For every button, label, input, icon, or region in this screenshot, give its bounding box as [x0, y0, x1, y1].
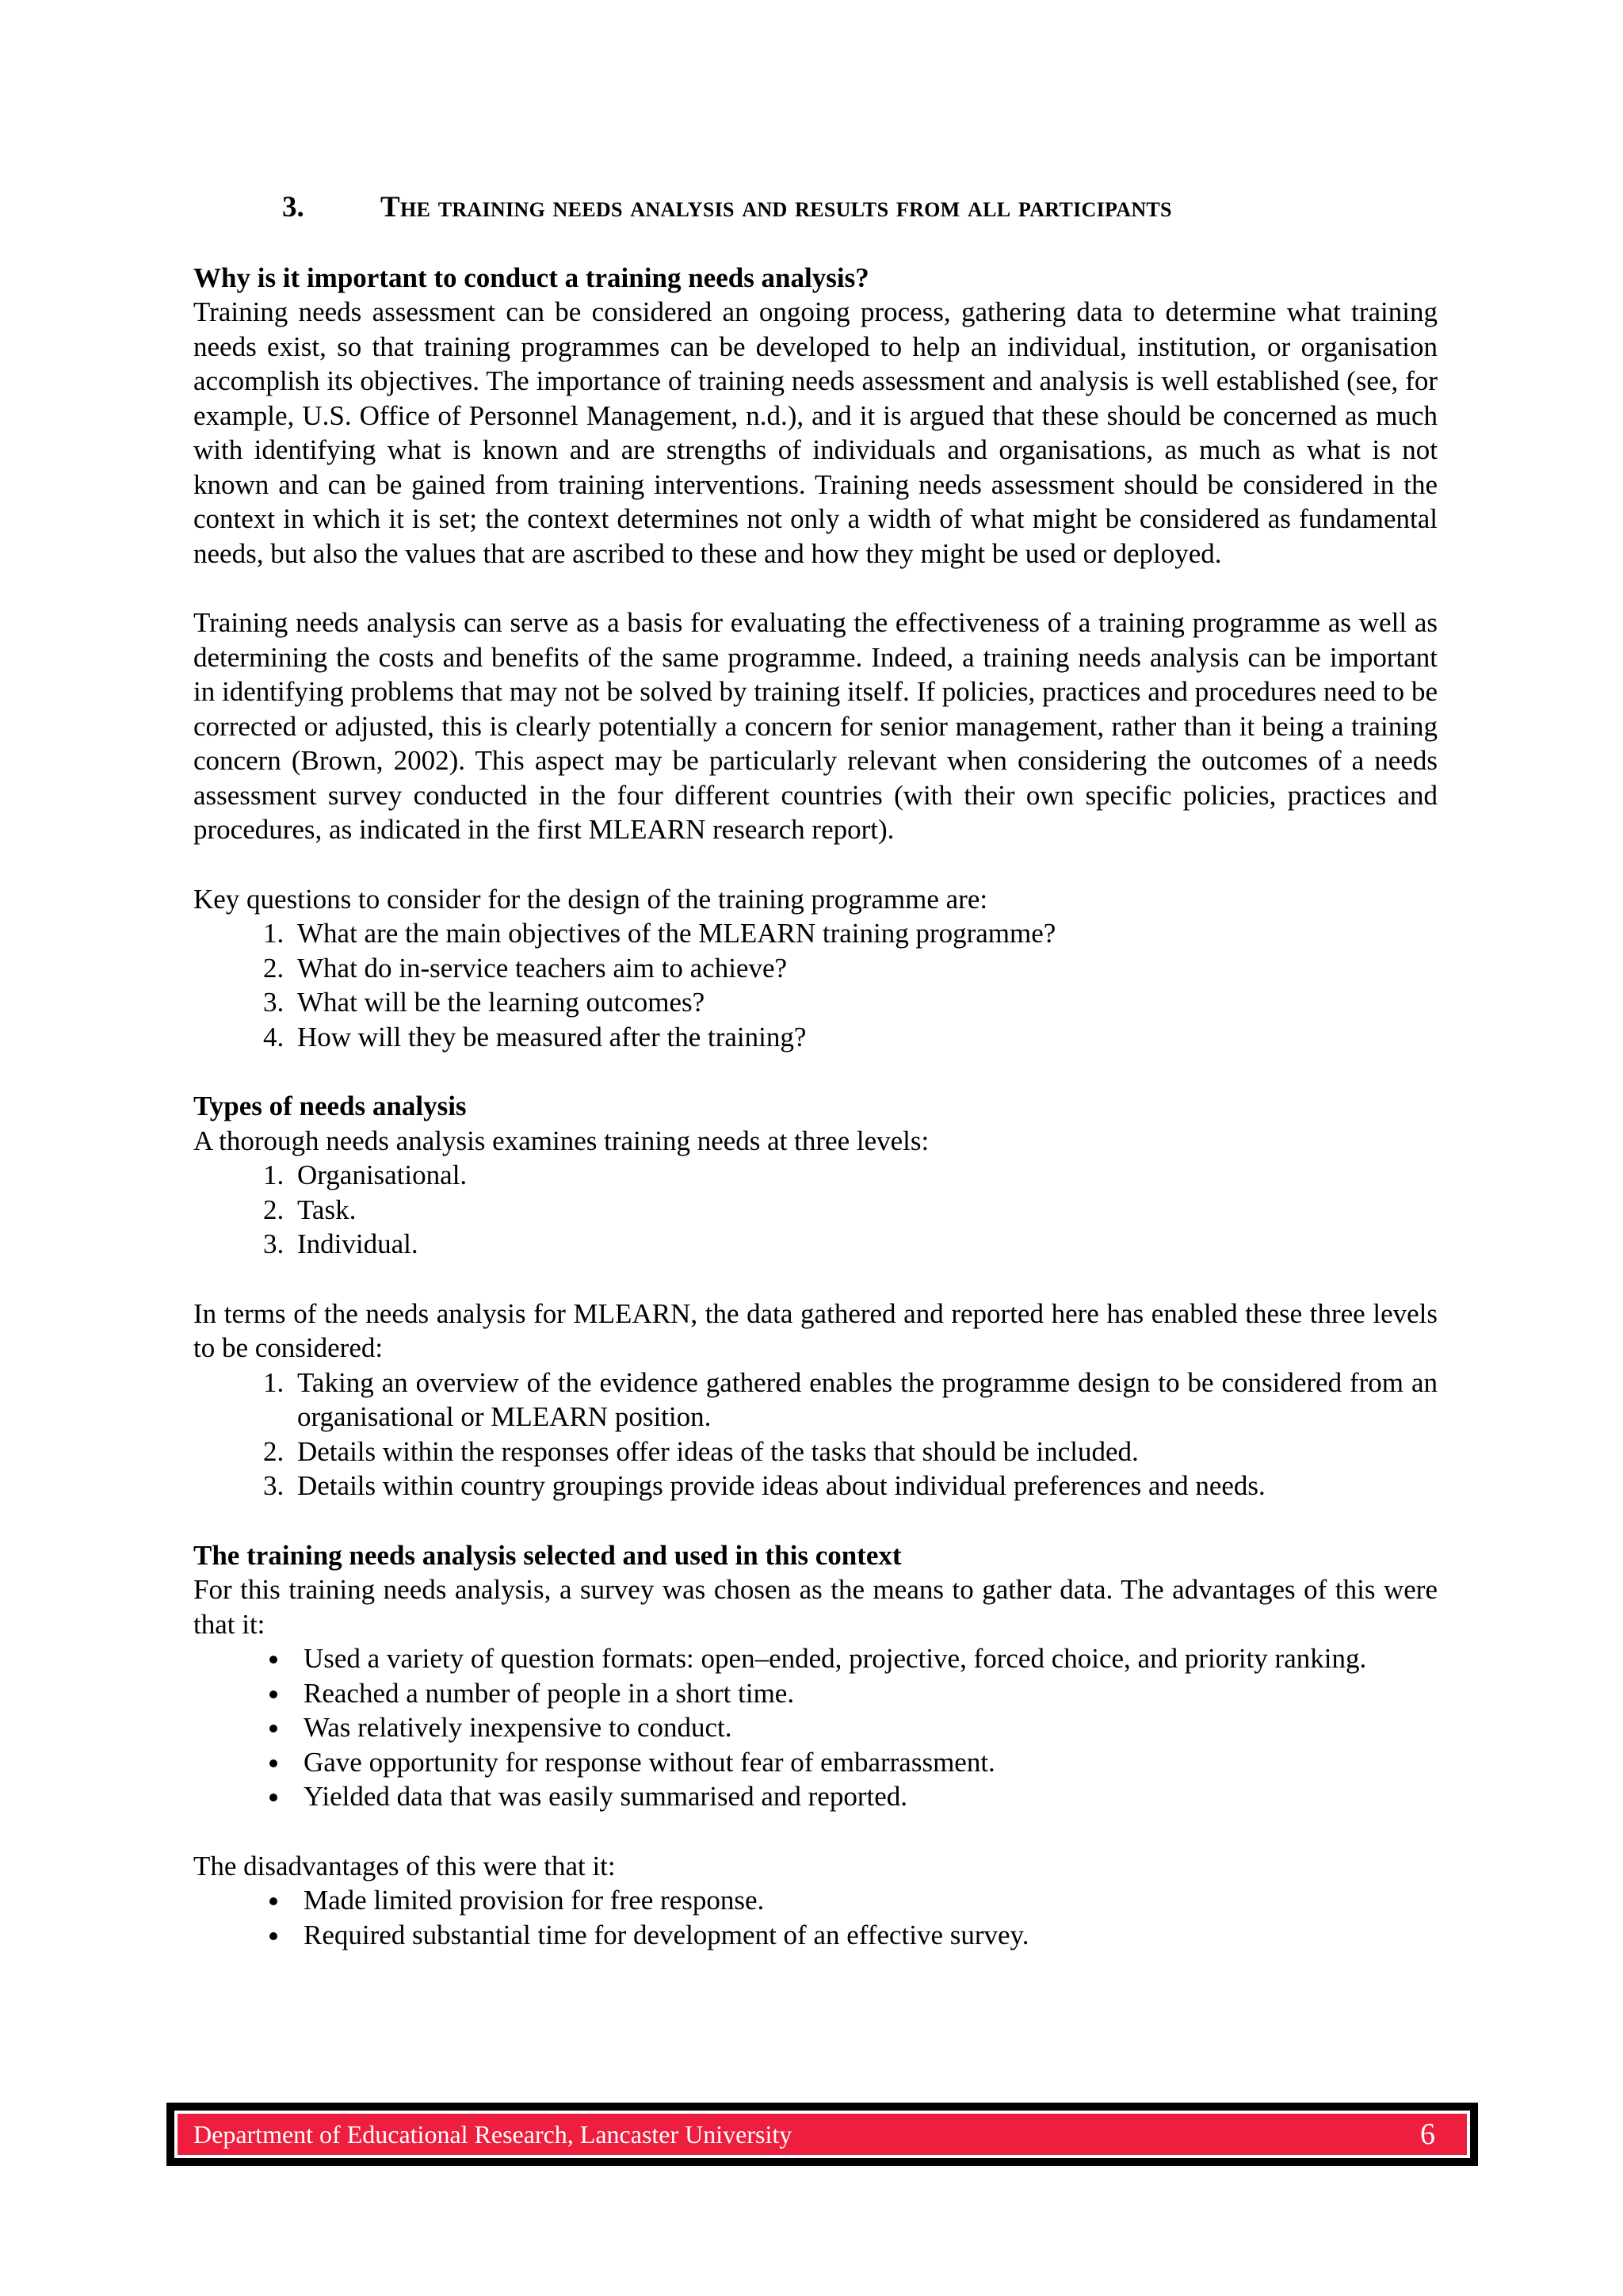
types-intro: A thorough needs analysis examines training needs at three levels: [193, 1125, 930, 1156]
list-item: • Was relatively inexpensive to conduct. [291, 1710, 1438, 1745]
section-number: 3. [282, 191, 304, 223]
mlearn-levels-block [193, 1297, 1438, 1503]
disadvantages-list [193, 1883, 1438, 1952]
section-heading [193, 190, 1438, 225]
disadvantages-block [193, 1849, 1438, 1953]
list-item: 1. What are the main objectives of the MLEARN training programme? [291, 916, 1438, 951]
selected-section [193, 1538, 1438, 1814]
disadvantages-intro: The disadvantages of this were that it: [193, 1850, 616, 1881]
why-section [193, 261, 1438, 571]
section-title: The training needs analysis and results from all participants [380, 191, 1172, 223]
why-paragraph-2-block [193, 606, 1438, 847]
list-item: 3. Details within country groupings provide ideas about individual preferences and needs. [291, 1469, 1438, 1503]
list-item: • Required substantial time for development of an effective survey. [291, 1918, 1438, 1953]
footer-bar [178, 2114, 1467, 2155]
types-levels-list [193, 1158, 1438, 1262]
list-item: 4. How will they be measured after the training? [291, 1020, 1438, 1055]
types-heading: Types of needs analysis [193, 1091, 467, 1121]
why-heading: Why is it important to conduct a training needs analysis? [193, 262, 869, 293]
footer-frame [174, 2111, 1470, 2158]
document-page [193, 190, 1438, 1952]
mlearn-levels-list [193, 1366, 1438, 1503]
why-paragraph-2: Training needs analysis can serve as a basis for evaluating the effectiveness of a training programme as well as determining the costs and benefits of the same programme. Indeed, a training needs analysis can be important in identifying problems that may not be solved by training itself. If policies, practices and procedures need to be corrected or adjusted, this is clearly potentially a concern for senior management, rather than it being a training concern (Brown, 2002). This aspect may be particularly relevant when considering the outcomes of a needs assessment survey conducted in the four different countries (with their own specific policies, practices and procedures, as indicated in the first MLEARN research report). [193, 607, 1438, 845]
key-questions-block [193, 882, 1438, 1055]
key-questions-intro: Key questions to consider for the design of the training programme are: [193, 883, 988, 915]
list-item: 1. Taking an overview of the evidence gathered enables the programme design to be considered from an organisational or MLEARN position. [291, 1366, 1438, 1435]
footer-institution: Department of Educational Research, Lancaster University [193, 2119, 792, 2149]
selected-heading: The training needs analysis selected and used in this context [193, 1539, 902, 1571]
list-item: • Reached a number of people in a short time. [291, 1676, 1438, 1711]
page-number: 6 [1420, 2118, 1435, 2151]
page-footer [166, 2103, 1478, 2166]
why-paragraph-1: Training needs assessment can be considered an ongoing process, gathering data to determine what training needs exist, so that training programmes can be developed to help an individual, institution, or organisation accomplish its objectives. The importance of training needs assessment and analysis is well established (see, for example, U.S. Office of Personnel Management, n.d.), and it is argued that these should be concerned as much with identifying what is known and are strengths of individuals and organisations, as much as what is not known and can be gained from training interventions. Training needs assessment should be considered in the context in which it is set; the context determines not only a width of what might be considered as fundamental needs, but also the values that are ascribed to these and how they might be used or deployed. [193, 296, 1438, 569]
list-item: 2. What do in-service teachers aim to achieve? [291, 951, 1438, 986]
advantages-list [193, 1641, 1438, 1814]
key-questions-list [193, 916, 1438, 1054]
mlearn-intro: In terms of the needs analysis for MLEARN, the data gathered and reported here has enabled these three levels to be considered: [193, 1297, 1438, 1363]
list-item: 2. Task. [291, 1193, 1438, 1228]
list-item: 2. Details within the responses offer ideas of the tasks that should be included. [291, 1435, 1438, 1469]
list-item: 3. What will be the learning outcomes? [291, 985, 1438, 1020]
list-item: • Made limited provision for free response. [291, 1883, 1438, 1918]
list-item: 3. Individual. [291, 1227, 1438, 1262]
list-item: 1. Organisational. [291, 1158, 1438, 1193]
types-section [193, 1089, 1438, 1262]
selected-intro: For this training needs analysis, a survey was chosen as the means to gather data. The advantages of this were that it: [193, 1574, 1438, 1640]
list-item: • Gave opportunity for response without fear of embarrassment. [291, 1745, 1438, 1780]
list-item: • Yielded data that was easily summarised and reported. [291, 1779, 1438, 1814]
list-item: • Used a variety of question formats: open–ended, projective, forced choice, and priority ranking. [291, 1641, 1438, 1676]
